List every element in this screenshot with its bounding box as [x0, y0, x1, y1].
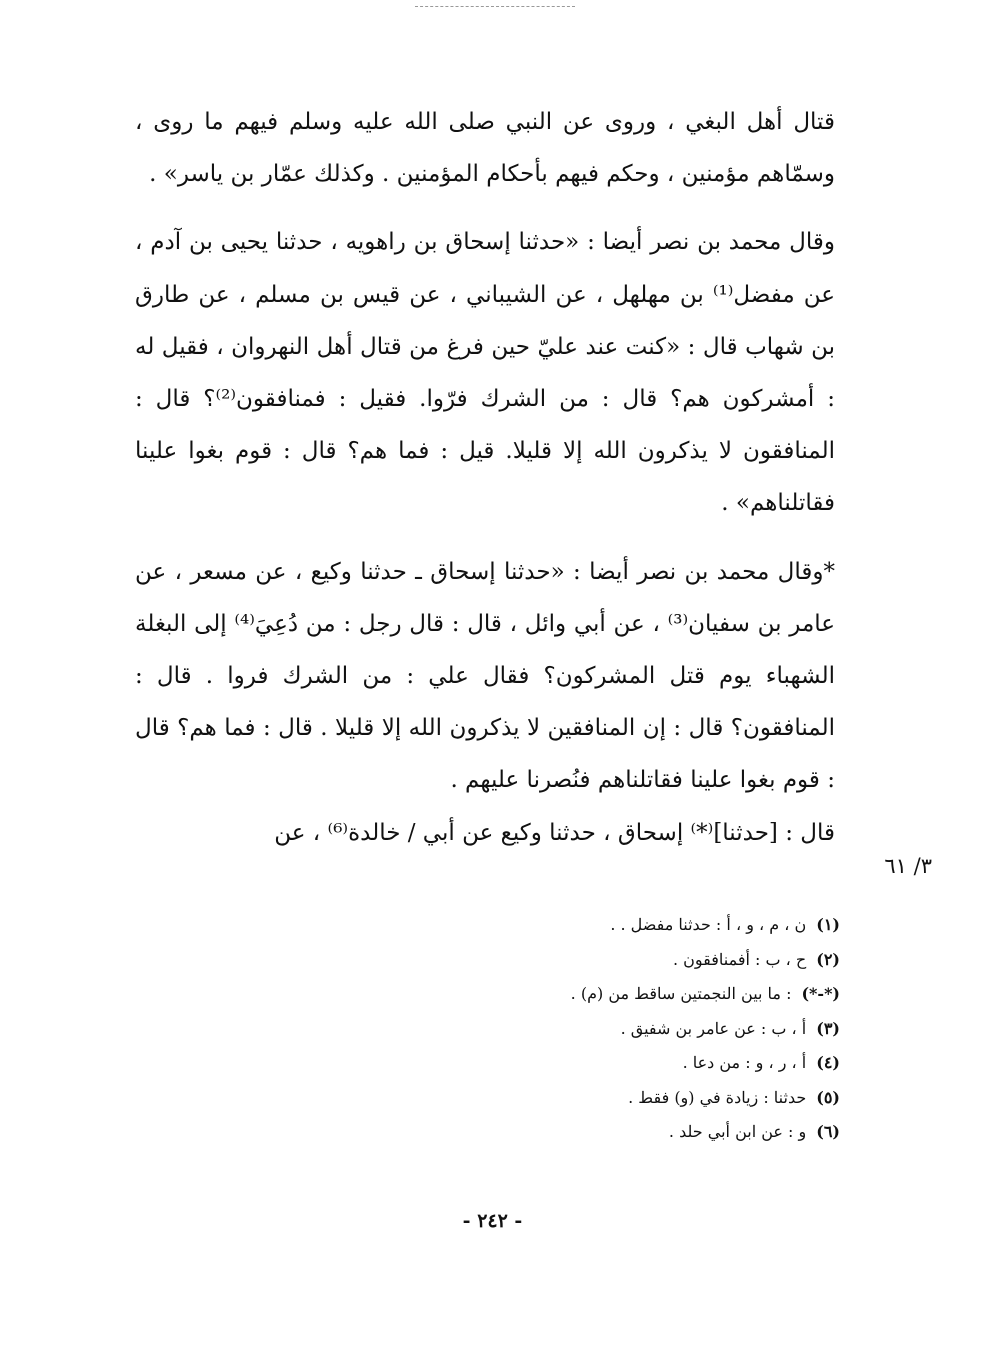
- footnote-number: (٦): [816, 1122, 840, 1141]
- footnote: [480, 977, 840, 1012]
- footnote-number: (٣): [816, 1018, 840, 1038]
- footnote-number: (٤): [816, 1053, 840, 1072]
- paragraph: قال : [حدثنا]⁽*⁾ إسحاق ، حدثنا وكيع عن أبي / خالدة⁽⁶⁾ ، عن: [274, 819, 835, 846]
- footnote-text: و : عن ابن أبي حلد .: [668, 1122, 807, 1141]
- footnotes: [480, 908, 840, 1150]
- margin-reference: ٣/ ٦١: [884, 854, 932, 878]
- footnote: [480, 1046, 840, 1081]
- top-rule: [415, 6, 575, 7]
- body-text: [135, 96, 835, 859]
- footnote-number: (٢): [816, 949, 840, 969]
- footnote-number: (١): [816, 915, 840, 934]
- footnote-number: (*-*): [801, 984, 840, 1003]
- footnote-text: أ ، ب : عن عامر بن شفيق .: [620, 1018, 807, 1038]
- footnote: [480, 908, 840, 943]
- footnote-text: ن ، م ، و ، أ : حدثنا مفضل . .: [610, 915, 807, 934]
- paragraph: وقال محمد بن نصر أيضا : «حدثنا إسحاق بن راهويه ، حدثنا يحيى بن آدم ، عن مفضل⁽¹⁾ بن مهلهل ، عن الشيباني ، عن قيس بن مسلم ، عن طارق بن شهاب قال : «كنت عند عليّ حين فرغ من قتال أهل النهروان ، فقيل له : أمشركون هم؟ قال : من الشرك فرّوا. فقيل : فمنافقون⁽²⁾؟ قال : المنافقون لا يذكرون الله إلا قليلا. قيل : فما هم؟ قال : قوم بغوا علينا فقاتلناهم» .: [135, 229, 835, 517]
- footnote-text: ح ، ب : أفمنافقون .: [672, 949, 807, 969]
- paragraph: *وقال محمد بن نصر أيضا : «حدثنا إسحاق ـ حدثنا وكيع ، عن مسعر ، عن عامر بن سفيان⁽³⁾ ، عن أبي وائل ، قال : قال رجل : من دُعِيَ⁽⁴⁾ إلى البغلة الشهباء يوم قتل المشركون؟ فقال علي : من الشرك فروا . قال : المنافقون؟ قال : إن المنافقين لا يذكرون الله إلا قليلا . قال : فما هم؟ قال : قوم بغوا علينا فقاتلناهم فنُصرنا عليهم .: [135, 558, 835, 794]
- footnote-number: (٥): [816, 1087, 840, 1107]
- paragraph: قتال أهل البغي ، وروى عن النبي صلى الله عليه وسلم فيهم ما روى ، وسمّاهم مؤمنين ، وحكم فيهم بأحكام المؤمنين . وكذلك عمّار بن ياسر» .: [135, 109, 835, 188]
- footnote-text: حدثنا : زيادة في (و) فقط .: [628, 1087, 807, 1107]
- footnote: [480, 943, 840, 978]
- footnote: [480, 1115, 840, 1150]
- footnote: [480, 1012, 840, 1047]
- footnote-text: : ما بين النجمتين ساقط من (م) .: [570, 984, 792, 1003]
- footnote-text: أ ، ر ، و : من دعا .: [682, 1053, 807, 1072]
- page-number: - ٢٤٢ -: [462, 1210, 523, 1232]
- footnote: [480, 1081, 840, 1116]
